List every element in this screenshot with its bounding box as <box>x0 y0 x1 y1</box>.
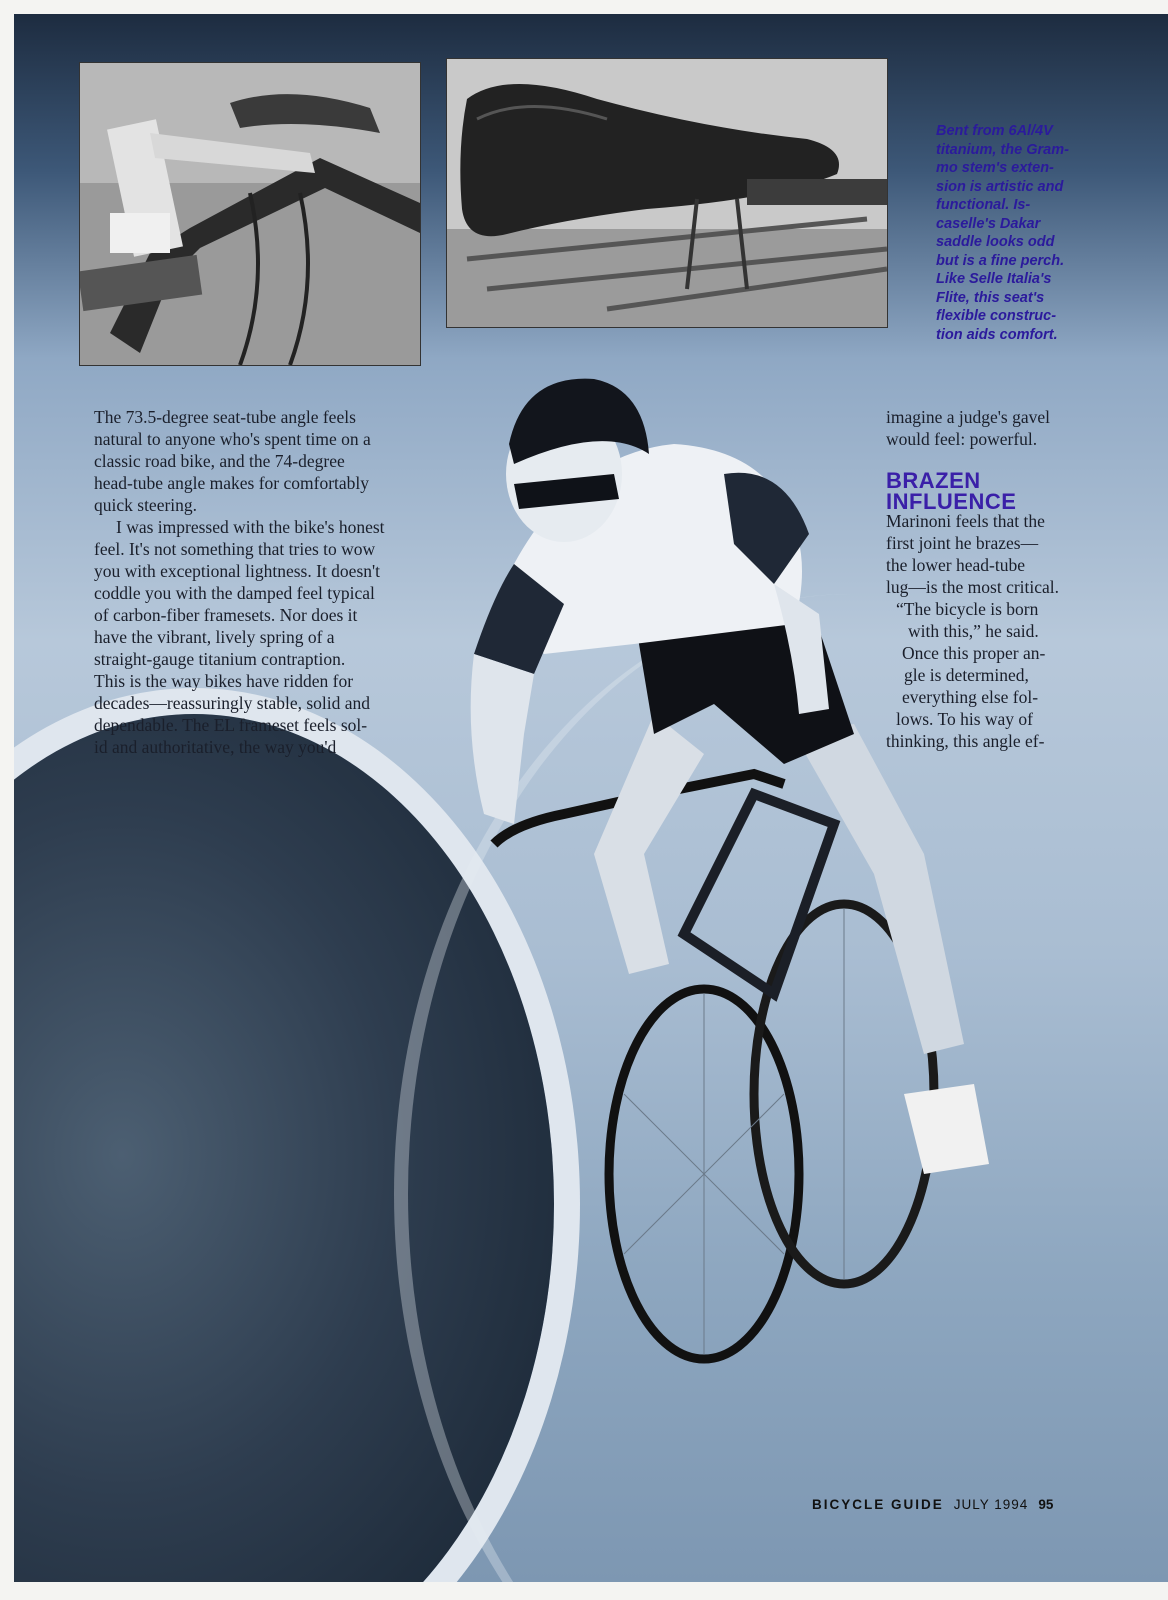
body-line: Marinoni feels that the <box>886 511 1045 531</box>
body-line: would feel: powerful. <box>886 429 1038 449</box>
body-line: natural to anyone who's spent time on a <box>94 429 371 449</box>
body-line: of carbon-fiber framesets. Nor does it <box>94 605 358 625</box>
body-text-left <box>94 406 446 758</box>
body-line: The 73.5-degree seat-tube angle feels <box>94 407 356 427</box>
body-line: Once this proper an- <box>902 643 1046 663</box>
stem-photo <box>79 62 421 366</box>
body-line: you with exceptional lightness. It doesn't <box>94 561 381 581</box>
caption-line: Bent from 6Al/4V <box>936 123 1053 139</box>
body-line: have the vibrant, lively spring of a <box>94 627 335 647</box>
section-heading-line: INFLUENCE <box>886 489 1017 514</box>
section-heading-line: BRAZEN <box>886 468 981 493</box>
magazine-name: BICYCLE GUIDE <box>812 1497 944 1512</box>
body-line: decades—reassuringly stable, solid and <box>94 693 371 713</box>
body-line: imagine a judge's gavel <box>886 407 1051 427</box>
body-line: “The bicycle is born <box>896 599 1039 619</box>
caption-line: Like Selle Italia's <box>936 271 1052 287</box>
caption-line: titanium, the Gram- <box>936 141 1069 158</box>
caption-line: sion is artistic and <box>936 178 1064 195</box>
caption-line: flexible construc- <box>936 308 1057 324</box>
body-line: feel. It's not something that tries to wow <box>94 539 376 559</box>
caption-line: but is a fine perch. <box>936 252 1065 269</box>
page-number: 95 <box>1038 1497 1054 1512</box>
caption-line: functional. Is- <box>936 197 1031 213</box>
body-line: the lower head-tube <box>886 555 1025 575</box>
body-line: thinking, this angle ef- <box>886 731 1045 751</box>
body-line: lows. To his way of <box>896 709 1033 729</box>
body-line: dependable. The EL frameset feels sol- <box>94 715 368 735</box>
caption-line: mo stem's exten- <box>936 160 1054 176</box>
saddle-photo <box>446 58 888 328</box>
caption-line: saddle looks odd <box>936 234 1055 250</box>
caption-line: Flite, this seat's <box>936 289 1045 306</box>
issue-date: JULY 1994 <box>953 1497 1029 1512</box>
body-line: id and authoritative, the way you'd <box>94 737 337 757</box>
photo-caption <box>936 122 1156 344</box>
page-footer <box>812 1497 1053 1512</box>
body-line: first joint he brazes— <box>886 533 1039 553</box>
body-line: gle is determined, <box>904 665 1029 685</box>
saddle-illustration <box>447 59 887 327</box>
body-line: everything else fol- <box>902 687 1039 707</box>
stem-illustration <box>80 63 420 365</box>
body-line: with this,” he said. <box>908 621 1039 641</box>
body-line: coddle you with the damped feel typical <box>94 583 375 603</box>
magazine-page <box>14 14 1168 1582</box>
body-line: lug—is the most critical. <box>886 577 1060 597</box>
body-line: head-tube angle makes for comfortably <box>94 473 370 493</box>
body-line: quick steering. <box>94 495 198 515</box>
bike-frame <box>684 794 834 994</box>
caption-line: caselle's Dakar <box>936 215 1041 232</box>
body-text-right <box>886 510 1126 752</box>
body-line: This is the way bikes have ridden for <box>94 671 354 691</box>
body-text-right-top <box>886 406 1126 450</box>
shoe <box>904 1084 989 1174</box>
caption-line: tion aids comfort. <box>936 326 1058 343</box>
body-line: I was impressed with the bike's honest <box>116 517 385 537</box>
body-line: straight-gauge titanium contraption. <box>94 649 346 669</box>
section-heading <box>886 470 1106 512</box>
body-line: classic road bike, and the 74-degree <box>94 451 345 471</box>
